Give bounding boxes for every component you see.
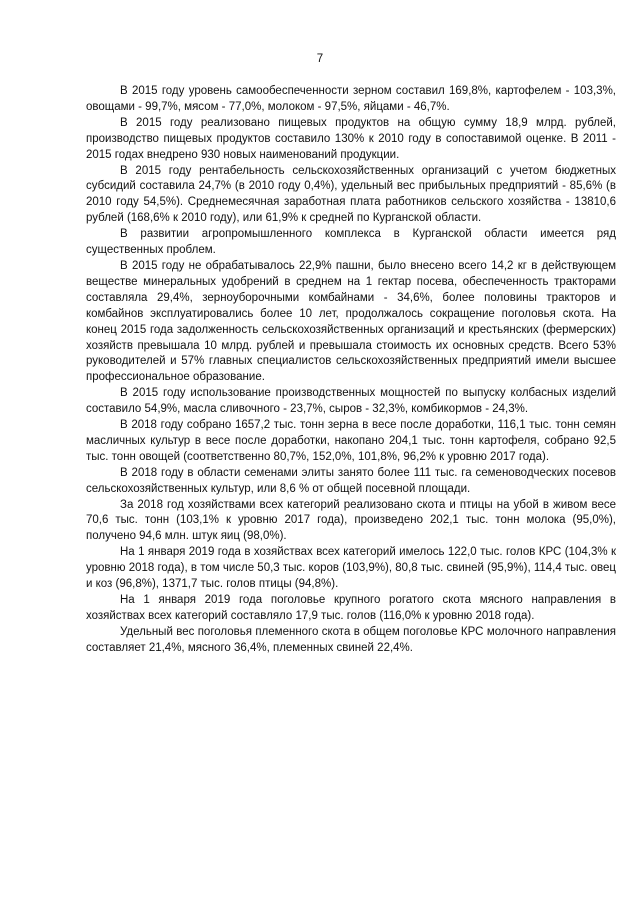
paragraph: За 2018 год хозяйствами всех категорий реализовано скота и птицы на убой в живом весе 70,6 тыс. тонн (103,1% к уровню 2017 года), произведено 202,1 тыс. тонн молока (95,0%), получено 94,6 млн. штук яиц (98,0%). [86,498,616,543]
paragraph: В 2015 году использование производственных мощностей по выпуску колбасных изделий составило 54,9%, масла сливочного - 23,7%, сыров - 32,3%, комбикормов - 24,3%. [86,387,616,416]
page-number: 7 [316,53,324,65]
paragraph: В 2015 году реализовано пищевых продуктов на общую сумму 18,9 млрд. рублей, производство пищевых продуктов составило 130% к 2010 году в сопоставимой оценке. В 2011 - 2015 годах внедрено 930 новых наименований продукции. [86,116,616,161]
paragraph: В 2015 году уровень самообеспеченности зерном составил 169,8%, картофелем - 103,3%, овощами - 99,7%, мясом - 77,0%, молоком - 97,5%, яйцами - 46,7%. [86,85,616,113]
paragraph: В развитии агропромышленного комплекса в Курганской области имеется ряд существенных проблем. [86,228,616,257]
paragraph: На 1 января 2019 года в хозяйствах всех категорий имелось 122,0 тыс. голов КРС (104,3% к уровню 2018 года), в том числе 50,3 тыс. коров (103,9%), 80,8 тыс. свиней (95,9%), 114,4 тыс. овец и коз (96,8%), 1371,7 тыс. голов птицы (94,8%). [86,546,616,591]
paragraph: В 2018 году собрано 1657,2 тыс. тонн зерна в весе после доработки, 116,1 тыс. тонн семян масличных культур в весе после доработки, накопано 204,1 тыс. тонн картофеля, собрано 92,5 тыс. тонн овощей (соответственно 80,7%, 152,0%, 101,8%, 96,2% к уровню 2017 года). [86,419,616,463]
paragraph: Удельный вес поголовья племенного скота в общем поголовье КРС молочного направления составляет 21,4%, мясного 36,4%, племенных свиней 22,4%. [86,625,616,654]
paragraph: В 2018 году в области семенами элиты занято более 111 тыс. га семеноводческих посевов сельскохозяйственных культур, или 8,6 % от общей посевной площади. [86,466,616,495]
document-body [86,84,616,657]
paragraph: На 1 января 2019 года поголовье крупного рогатого скота мясного направления в хозяйствах всех категорий составляло 17,9 тыс. голов (116,0% к уровню 2018 года). [86,594,616,622]
paragraph: В 2015 году не обрабатывалось 22,9% пашни, было внесено всего 14,2 кг в действующем веществе минеральных удобрений в среднем на 1 гектар посева, обеспеченность тракторами составляла 29,4%, зерноуборочными комбайнами - 34,6%, более половины тракторов и комбайнов эксплуатировались более 10 лет, продолжалось сокращение поголовья скота. На конец 2015 года задолженность сельскохозяйственных организаций и крестьянских (фермерских) хозяйств превышала 10 млрд. рублей и превышала стоимость их основных средств. Всего 53% руководителей и 57% главных специалистов сельскохозяйственных предприятий имели высшее профессиональное образование. [86,259,616,384]
paragraph: В 2015 году рентабельность сельскохозяйственных организаций с учетом бюджетных субсидий составила 24,7% (в 2010 году 0,4%), удельный вес прибыльных предприятий - 85,6% (в 2010 году 54,5%). Среднемесячная заработная плата работников сельского хозяйства - 13810,6 рублей (168,6% к 2010 году), или 61,9% к средней по Курганской области. [86,164,616,225]
